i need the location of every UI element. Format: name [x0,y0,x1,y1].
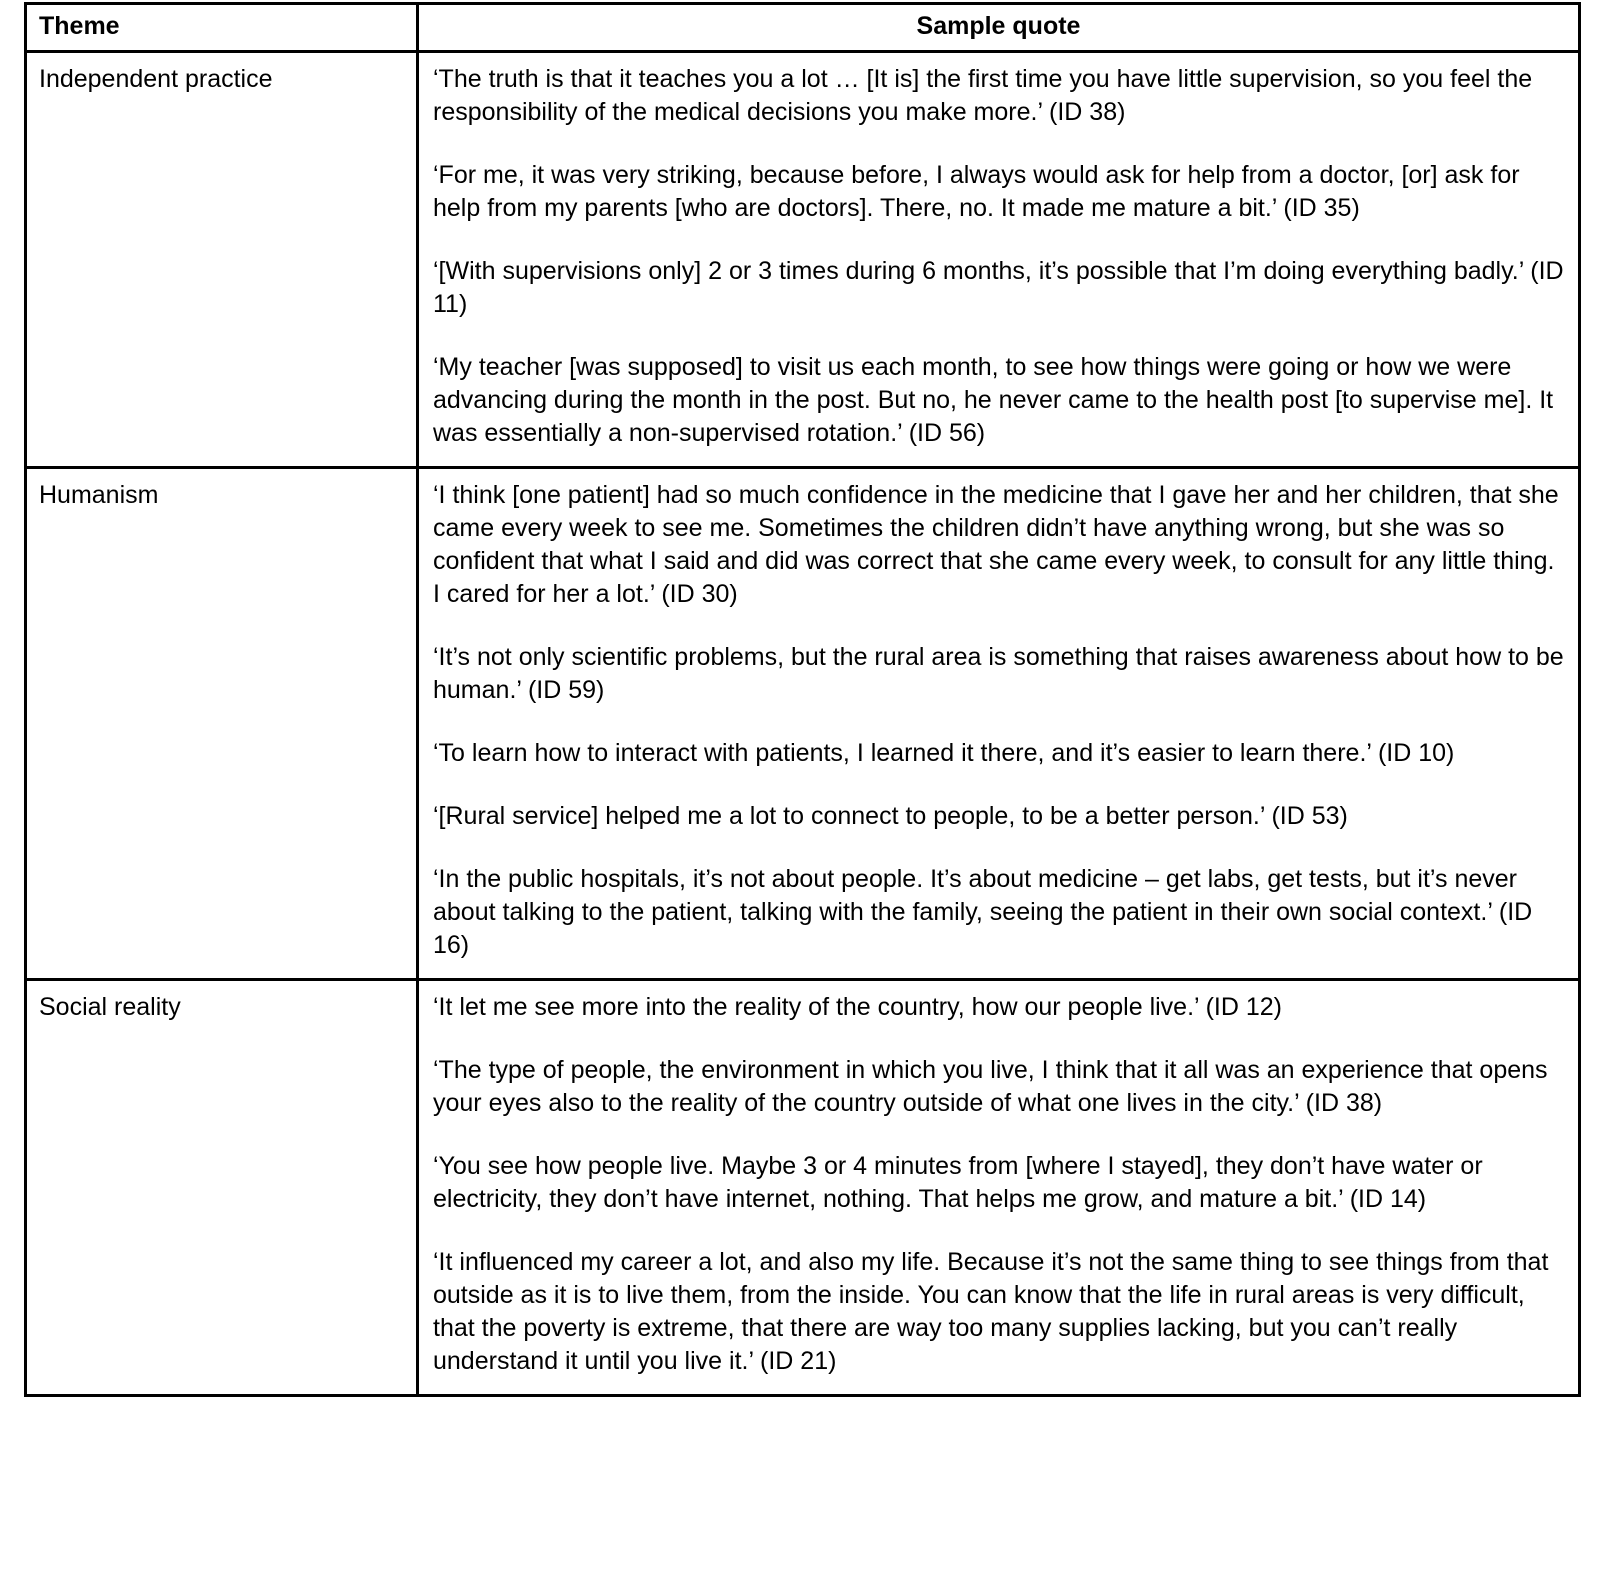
column-header-sample-quote: Sample quote [418,4,1580,52]
sample-quote-cell [418,979,1580,1395]
table-header [26,4,1580,52]
themes-quotes-table [24,2,1581,1397]
column-header-theme: Theme [26,4,418,52]
quote-paragraph: ‘[Rural service] helped me a lot to connect to people, to be a better person.’ (ID 53) [433,801,1348,830]
quote-paragraph: ‘I think [one patient] had so much confidence in the medicine that I gave her and her children, that she came every week to see me. Sometimes the children didn’t have anything wrong, but she was so confident that what I said and did was correct that she came every week, to consult for any little thing. I cared for her a lot.’ (ID 30) [433,480,1559,608]
quote-paragraph: ‘The truth is that it teaches you a lot … [It is] the first time you have little supervision, so you feel the responsibility of the medical decisions you make more.’ (ID 38) [433,64,1533,126]
quote-paragraph: ‘For me, it was very striking, because before, I always would ask for help from a doctor, [or] ask for help from my parents [who are doctors]. There, no. It made me mature a bit.’ (ID 35) [433,160,1520,222]
theme-cell: Independent practice [26,51,418,467]
quote-paragraph: ‘In the public hospitals, it’s not about people. It’s about medicine – get labs, get tests, but it’s never about talking to the patient, talking with the family, seeing the patient in their own social context.’ (ID 16) [433,864,1533,959]
quote-paragraph: ‘You see how people live. Maybe 3 or 4 minutes from [where I stayed], they don’t have water or electricity, they don’t have internet, nothing. That helps me grow, and mature a bit.’ (ID 14) [433,1151,1483,1213]
quote-paragraph: ‘It let me see more into the reality of the country, how our people live.’ (ID 12) [433,992,1283,1021]
table-row [26,467,1580,979]
quote-paragraph: ‘[With supervisions only] 2 or 3 times during 6 months, it’s possible that I’m doing everything badly.’ (ID 11) [433,256,1564,318]
table-header-row [26,4,1580,52]
theme-cell: Humanism [26,467,418,979]
quote-paragraph: ‘It influenced my career a lot, and also my life. Because it’s not the same thing to see things from that outside as it is to live them, from the inside. You can know that the life in rural areas is very difficult, that the poverty is extreme, that there are way too many supplies lacking, but you can’t really understand it until you live it.’ (ID 21) [433,1247,1549,1375]
quote-paragraph: ‘It’s not only scientific problems, but the rural area is something that raises awareness about how to be human.’ (ID 59) [433,642,1564,704]
sample-quote-cell [418,51,1580,467]
quote-paragraph: ‘To learn how to interact with patients, I learned it there, and it’s easier to learn there.’ (ID 10) [433,738,1455,767]
theme-cell: Social reality [26,979,418,1395]
quote-paragraph: ‘The type of people, the environment in which you live, I think that it all was an experience that opens your eyes also to the reality of the country outside of what one lives in the city.’ (ID 38) [433,1055,1548,1117]
quote-paragraph: ‘My teacher [was supposed] to visit us each month, to see how things were going or how we were advancing during the month in the post. But no, he never came to the health post [to supervise me]. It was essentially a non-supervised rotation.’ (ID 56) [433,352,1554,447]
table-body [26,51,1580,1395]
table-row [26,51,1580,467]
sample-quote-cell [418,467,1580,979]
table-row [26,979,1580,1395]
